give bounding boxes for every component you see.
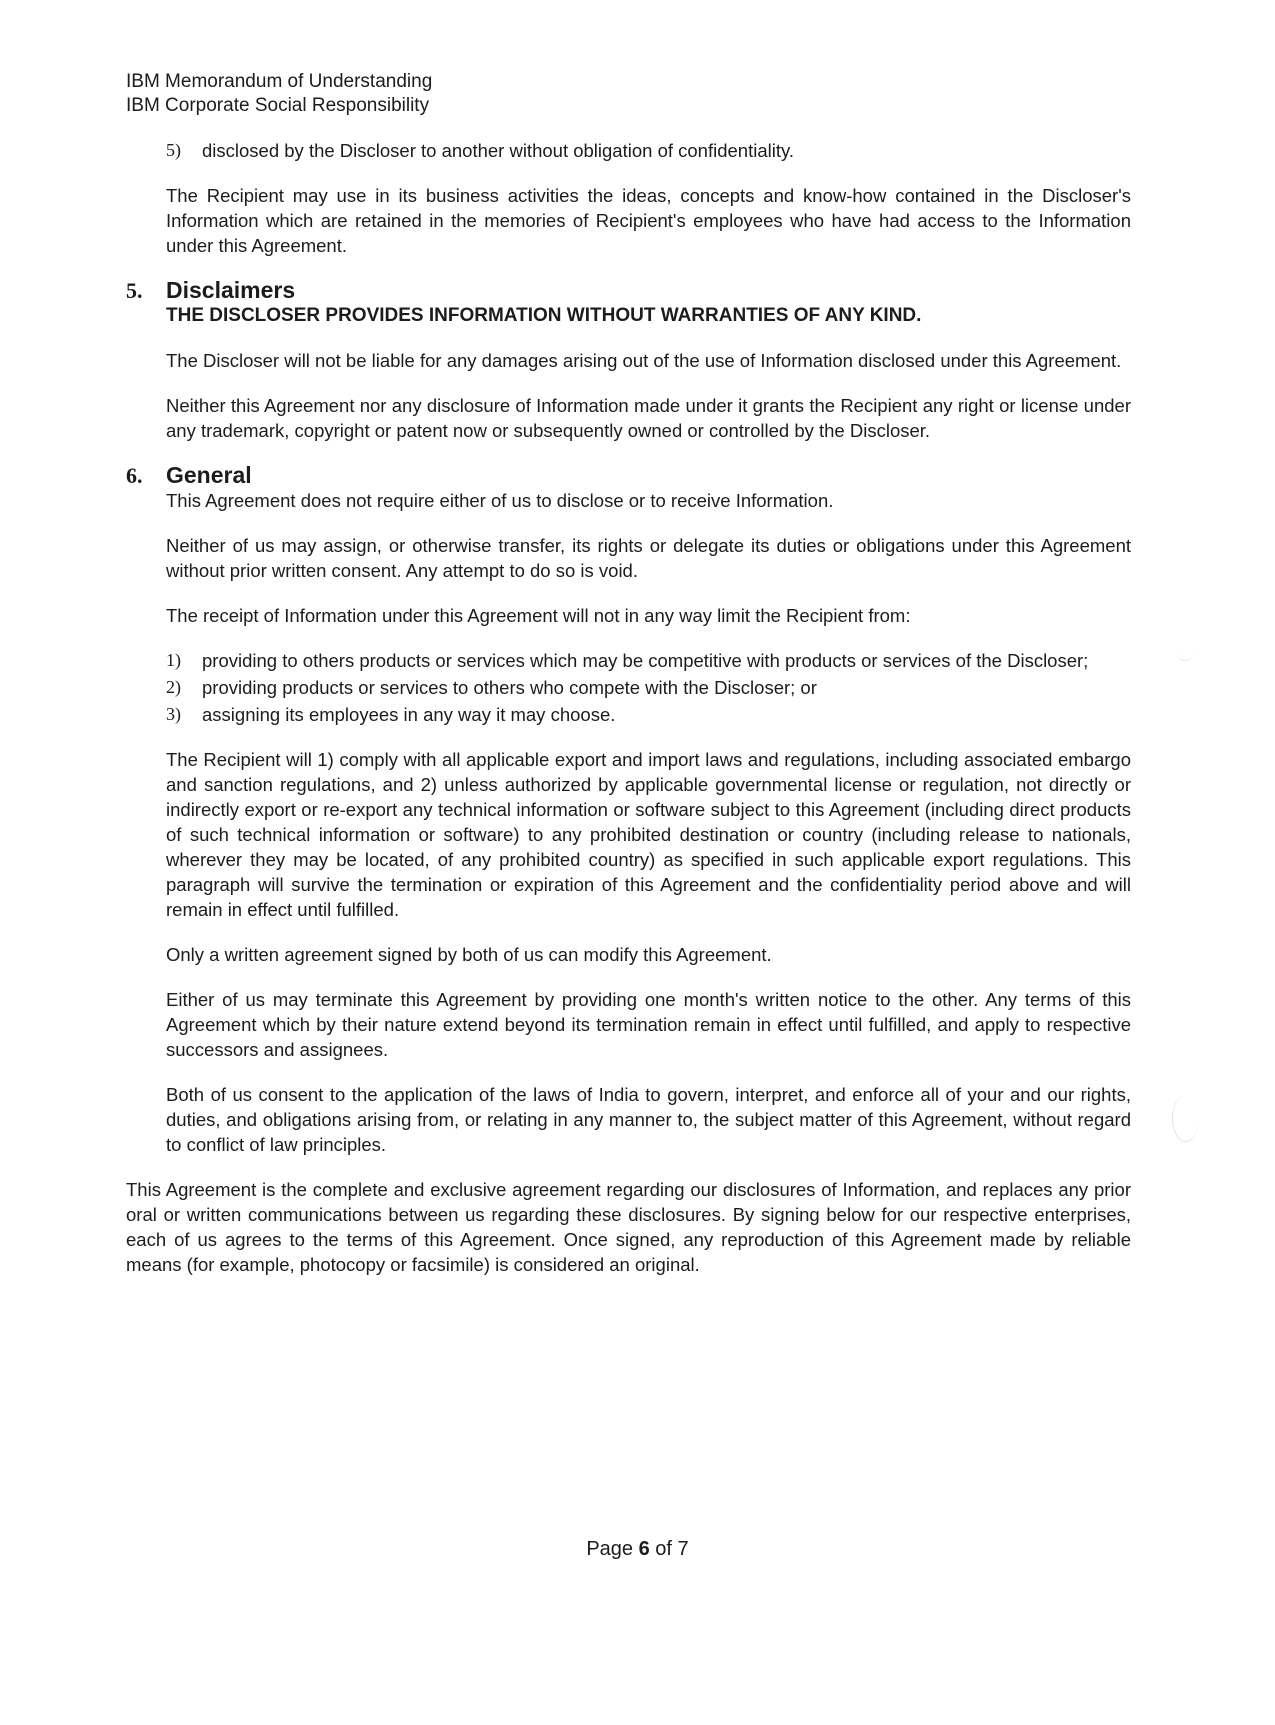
scan-mark xyxy=(1172,1095,1199,1142)
list-text: providing products or services to others who compete with the Discloser; or xyxy=(202,677,817,698)
paragraph: Neither this Agreement nor any disclosure of Information made under it grants the Recipient any right or license under any trademark, copyright or patent now or subsequently owned or controlled by the Discloser. xyxy=(166,395,1131,441)
paragraph-export: The Recipient will 1) comply with all applicable export and import laws and regulations, including associated embargo and sanction regulations, and 2) unless authorized by applicable governmental license or regulation, not directly or indirectly export or re-export any technical information or software subject to this Agreement (including direct products of such technical information or software) to any prohibited destination or country (including release to nationals, wherever they may be located, of any prohibited country) as specified in such applicable export regulations. This paragraph will survive the termination or expiration of this Agreement and the confidentiality period above and will remain in effect until fulfilled. xyxy=(166,749,1131,920)
list-number: 3) xyxy=(166,704,181,724)
limitations-list xyxy=(166,648,1131,727)
paragraph: Neither of us may assign, or otherwise transfer, its rights or delegate its duties or obligations under this Agreement without prior written consent. Any attempt to do so is void. xyxy=(166,535,1131,581)
page-total: 7 xyxy=(677,1538,689,1560)
page-number xyxy=(0,1538,1275,1561)
page-of: of xyxy=(655,1538,672,1560)
document-header xyxy=(126,70,432,118)
section-number: 5. xyxy=(126,278,143,303)
list-item xyxy=(166,138,1131,163)
list-item xyxy=(166,675,1131,700)
page-label: Page xyxy=(586,1538,634,1560)
document-body xyxy=(126,138,1131,1297)
paragraph: The Recipient may use in its business activities the ideas, concepts and know-how contained in the Discloser's Information which are retained in the memories of Recipient's employees who have had access to the Information under this Agreement. xyxy=(166,185,1131,256)
list-text: disclosed by the Discloser to another without obligation of confidentiality. xyxy=(202,140,794,161)
list-text: assigning its employees in any way it may choose. xyxy=(202,704,616,725)
header-title: IBM Memorandum of Understanding xyxy=(126,71,433,92)
list-text: providing to others products or services which may be competitive with products or services of the Discloser; xyxy=(202,650,1089,671)
page-current: 6 xyxy=(638,1538,650,1560)
list-item xyxy=(166,648,1131,673)
section-title: Disclaimers xyxy=(166,277,296,303)
paragraph-governing-law: Both of us consent to the application of the laws of India to govern, interpret, and enforce all of your and our rights, duties, and obligations arising from, or relating in any manner to, the subject matter of this Agreement, without regard to conflict of law principles. xyxy=(166,1084,1131,1155)
header-subtitle: IBM Corporate Social Responsibility xyxy=(126,95,430,116)
list-number: 5) xyxy=(166,140,181,160)
section-number: 6. xyxy=(126,463,143,488)
section-title: General xyxy=(166,462,252,488)
list-number: 1) xyxy=(166,650,181,670)
list-item xyxy=(166,702,1131,727)
warranty-disclaimer: THE DISCLOSER PROVIDES INFORMATION WITHOUT WARRANTIES OF ANY KIND. xyxy=(166,305,922,326)
paragraph: The receipt of Information under this Agreement will not in any way limit the Recipient from: xyxy=(166,605,911,626)
list-number: 2) xyxy=(166,677,181,697)
section-heading-disclaimers xyxy=(126,278,1131,303)
paragraph: This Agreement does not require either of us to disclose or to receive Information. xyxy=(166,490,834,511)
paragraph: Only a written agreement signed by both of us can modify this Agreement. xyxy=(166,944,772,965)
closing-paragraph: This Agreement is the complete and exclusive agreement regarding our disclosures of Information, and replaces any prior oral or written communications between us regarding these disclosures. By signing below for our respective enterprises, each of us agrees to the terms of this Agreement. Once signed, any reproduction of this Agreement made by reliable means (for example, photocopy or facsimile) is considered an original. xyxy=(126,1179,1131,1275)
scan-mark xyxy=(1176,640,1194,661)
top-list xyxy=(166,138,1131,163)
section-heading-general xyxy=(126,463,1131,488)
paragraph: Either of us may terminate this Agreement by providing one month's written notice to the other. Any terms of this Agreement which by their nature extend beyond its termination remain in effect until fulfilled, and apply to respective successors and assignees. xyxy=(166,989,1131,1060)
paragraph: The Discloser will not be liable for any damages arising out of the use of Information disclosed under this Agreement. xyxy=(166,350,1122,371)
